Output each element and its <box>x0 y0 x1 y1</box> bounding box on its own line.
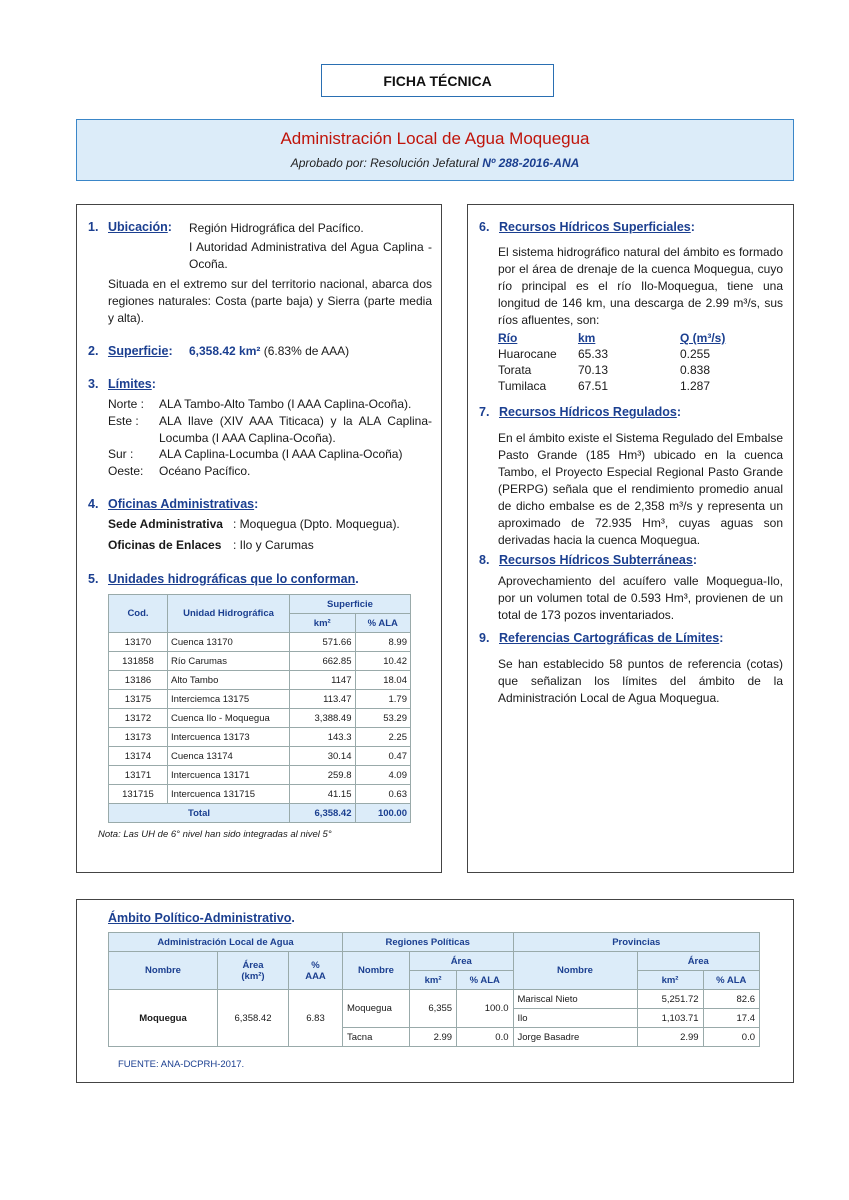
group-regiones: Regiones Políticas <box>343 933 514 952</box>
table-cell: 259.8 <box>290 766 356 785</box>
limite-sur-key: Sur : <box>108 447 134 461</box>
section-3-heading: 3. Límites: <box>88 377 156 391</box>
col-ala-nombre: Nombre <box>109 952 218 990</box>
table-cell: Interciemca 13175 <box>168 690 290 709</box>
table-cell: Torata <box>498 363 532 377</box>
superficiales-text: El sistema hidrográfico natural del ámbito es formado por el área de drenaje de la cuenca Moquegua, cuyo río principal es el río Ilo-Moquegua, tiene una longitud de 146 km, una descarga de 2.99 m³/s, sus ríos afluentes, son: <box>498 245 783 327</box>
section-5-heading: 5. Unidades hidrográficas que lo conforman. <box>88 572 359 586</box>
table-cell: 18.04 <box>355 671 411 690</box>
col-rio: Río <box>498 331 518 345</box>
regulados-text: En el ámbito existe el Sistema Regulado del Embalse Pasto Grande (185 Hm³) ubicado en la cuenca Tambo, el Proyecto Especial Regional Pasto Grande (PERPG) señala que el rendimiento promedio anual de dicho embalse es de 2,358 m³/s y representa un aproximado de 72.935 Hm³, cuyas aguas son derivadas hacia la cuenca Moquegua. <box>498 431 783 547</box>
table-cell: 4.09 <box>355 766 411 785</box>
col-reg-nombre: Nombre <box>343 952 410 990</box>
table-row <box>109 652 411 671</box>
table-row: Moquegua 6,358.42 6.83 Moquegua 6,355 100.0 Mariscal Nieto 5,251.72 82.6 <box>109 990 760 1009</box>
table-cell: 41.15 <box>290 785 356 804</box>
table-cell: 13186 <box>109 671 168 690</box>
page-title: Administración Local de Agua Moquegua <box>280 129 590 148</box>
source-note: FUENTE: ANA-DCPRH-2017. <box>118 1059 245 1070</box>
table-cell: 662.85 <box>290 652 356 671</box>
table-cell: Cuenca 13174 <box>168 747 290 766</box>
enlaces-value: : Ilo y Carumas <box>233 538 314 552</box>
ubicacion-region: Región Hidrográfica del Pacífico. <box>189 221 364 235</box>
table-cell: 131715 <box>109 785 168 804</box>
col-ala-area: Área (km²) <box>218 952 289 990</box>
section-2-heading: 2. Superficie: <box>88 344 173 358</box>
col-unidad: Unidad Hidrográfica <box>168 595 290 633</box>
section-6-heading: 6. Recursos Hídricos Superficiales: <box>479 220 695 234</box>
table-cell: 65.33 <box>578 347 609 361</box>
table-cell: 13172 <box>109 709 168 728</box>
table-cell: 113.47 <box>290 690 356 709</box>
col-cod: Cod. <box>109 595 168 633</box>
table-cell: 0.838 <box>680 363 711 377</box>
table-cell: 131858 <box>109 652 168 671</box>
table-row <box>109 747 411 766</box>
group-ala: Administración Local de Agua <box>109 933 343 952</box>
table-cell: 8.99 <box>355 633 411 652</box>
table-cell: Huarocane <box>498 347 557 361</box>
table-cell: 10.42 <box>355 652 411 671</box>
subterraneas-text: Aprovechamiento del acuífero valle Moquegua-Ilo, por un volumen total de 0.593 Hm³, provienen de un total de 173 pozos inventariados. <box>498 574 783 622</box>
table-row <box>109 671 411 690</box>
total-row: Total 6,358.42 100.00 <box>109 804 411 823</box>
table-cell: Intercuenca 13173 <box>168 728 290 747</box>
sede-value: : Moquegua (Dpto. Moquegua). <box>233 517 400 531</box>
list-item <box>498 362 748 378</box>
unidades-table <box>108 594 411 823</box>
col-reg-pct: % ALA <box>457 971 513 990</box>
approval-line: Aprobado por: Resolución Jefatural Nº 288-2016-ANA <box>290 156 580 170</box>
table-cell: Tumilaca <box>498 379 547 393</box>
list-item <box>498 346 748 362</box>
table-row <box>109 709 411 728</box>
group-provincias: Provincias <box>513 933 760 952</box>
col-km: km² <box>290 614 356 633</box>
table-cell: 0.47 <box>355 747 411 766</box>
table-cell: 3,388.49 <box>290 709 356 728</box>
header-banner <box>76 119 794 181</box>
rios-table <box>498 330 748 394</box>
table-cell: Intercuenca 13171 <box>168 766 290 785</box>
table-cell: 2.25 <box>355 728 411 747</box>
col-prov-nombre: Nombre <box>513 952 637 990</box>
col-prov-km: km² <box>637 971 703 990</box>
table-cell: 0.63 <box>355 785 411 804</box>
ambito-heading: Ámbito Político-Administrativo. <box>108 911 295 925</box>
table-cell: 1.79 <box>355 690 411 709</box>
table-cell: 1.287 <box>680 379 711 393</box>
limite-oeste-key: Oeste: <box>108 464 144 478</box>
ubicacion-text: Situada en el extremo sur del territorio nacional, abarca dos regiones naturales: Costa (parte baja) y Sierra (parte media y alta). <box>108 277 432 325</box>
table-cell: 1147 <box>290 671 356 690</box>
section-7-heading: 7. Recursos Hídricos Regulados: <box>479 405 681 419</box>
table-row <box>109 690 411 709</box>
ubicacion-aaa: I Autoridad Administrativa del Agua Caplina - Ocoña. <box>189 240 432 271</box>
table-cell: 13171 <box>109 766 168 785</box>
col-pct: % ALA <box>355 614 411 633</box>
ficha-title: FICHA TÉCNICA <box>321 64 554 97</box>
col-reg-area: Área <box>410 952 514 971</box>
table-row <box>109 766 411 785</box>
enlaces-label: Oficinas de Enlaces <box>108 538 222 552</box>
list-item <box>498 378 748 394</box>
col-reg-km: km² <box>410 971 457 990</box>
table-row: Ilo 1,103.71 17.4 <box>109 1009 760 1028</box>
table-cell: 30.14 <box>290 747 356 766</box>
section-9-heading: 9. Referencias Cartográficas de Límites: <box>479 631 724 645</box>
section-8-heading: 8. Recursos Hídricos Subterráneas: <box>479 553 697 567</box>
table-cell: 13175 <box>109 690 168 709</box>
limite-norte-value: ALA Tambo-Alto Tambo (I AAA Caplina-Ocoña). <box>159 397 412 411</box>
table-row <box>109 633 411 652</box>
limite-este-key: Este : <box>108 414 139 428</box>
table-cell: 13170 <box>109 633 168 652</box>
table-cell: 13174 <box>109 747 168 766</box>
section-4-heading: 4. Oficinas Administrativas: <box>88 497 259 511</box>
col-rio-q: Q (m³/s) <box>680 331 726 345</box>
referencias-text: Se han establecido 58 puntos de referencia (cotas) que señalizan los límites del ámbito de la Administración Local de Agua Moquegua. <box>498 657 783 705</box>
col-prov-pct: % ALA <box>703 971 759 990</box>
table-row: Tacna 2.99 0.0 Jorge Basadre 2.99 0.0 <box>109 1028 760 1047</box>
sede-label: Sede Administrativa <box>108 517 223 531</box>
table-cell: 70.13 <box>578 363 609 377</box>
table-row <box>109 728 411 747</box>
table-cell: 67.51 <box>578 379 609 393</box>
table-cell: 143.3 <box>290 728 356 747</box>
table-row <box>109 785 411 804</box>
politico-table <box>108 932 760 1047</box>
table-cell: 571.66 <box>290 633 356 652</box>
table-cell: Intercuenca 131715 <box>168 785 290 804</box>
table-cell: 13173 <box>109 728 168 747</box>
section-1-heading: 1. Ubicación: <box>88 220 172 234</box>
col-rio-km: km <box>578 331 596 345</box>
limite-norte-key: Norte : <box>108 397 145 411</box>
table-cell: Cuenca 13170 <box>168 633 290 652</box>
table-cell: Alto Tambo <box>168 671 290 690</box>
col-prov-area: Área <box>637 952 760 971</box>
table-note: Nota: Las UH de 6° nivel han sido integradas al nivel 5° <box>98 829 332 840</box>
table-cell: Cuenca Ilo - Moquegua <box>168 709 290 728</box>
limite-oeste-value: Océano Pacífico. <box>159 464 251 478</box>
table-cell: Río Carumas <box>168 652 290 671</box>
limite-sur-value: ALA Caplina-Locumba (I AAA Caplina-Ocoña) <box>159 447 403 461</box>
superficie-value: 6,358.42 km² (6.83% de AAA) <box>189 344 350 358</box>
limite-este-value: ALA Ilave (XIV AAA Titicaca) y la ALA Caplina-Locumba (I AAA Caplina-Ocoña). <box>159 414 432 445</box>
table-cell: 0.255 <box>680 347 711 361</box>
col-ala-pct: % AAA <box>289 952 343 990</box>
table-cell: 53.29 <box>355 709 411 728</box>
col-superficie: Superficie <box>290 595 411 614</box>
